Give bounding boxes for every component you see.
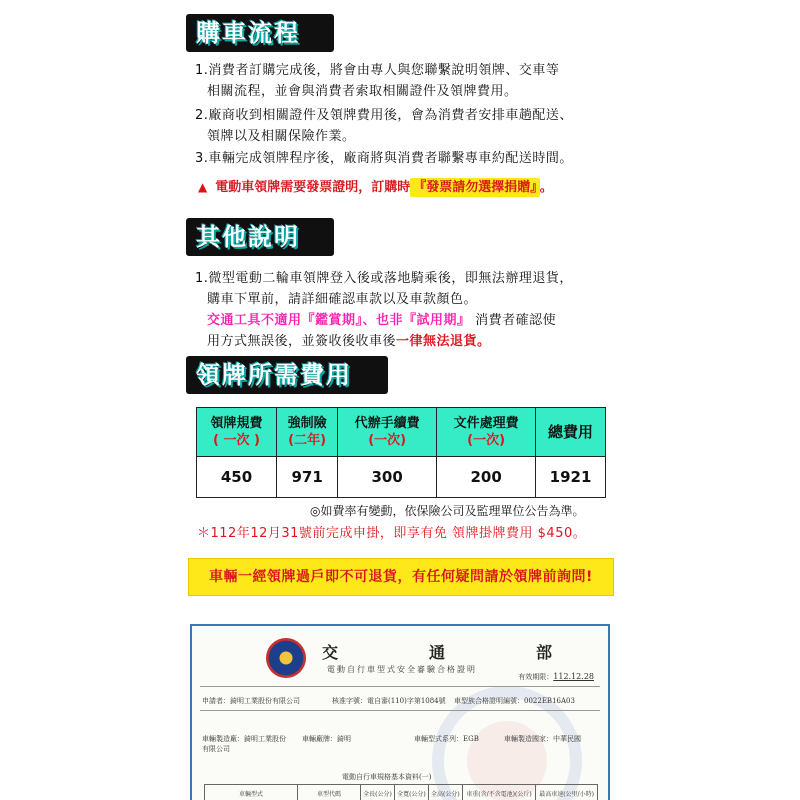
certificate-title-char: 部 (535, 643, 552, 662)
fee-header-cell (277, 408, 338, 457)
fee-change-note: ◎如費率有變動，依保險公司及監理單位公告為準。 (310, 504, 585, 518)
certificate-expiry-date: 112.12.28 (553, 672, 594, 681)
certificate-applicant: 申請者：錡明工業股份有限公司 (202, 697, 300, 705)
table-row (205, 785, 598, 800)
purchase-step-2-line1: 2.廠商收到相關證件及領牌費用後，會為消費者安排車趟配送、 (195, 108, 573, 123)
other-notes-line4 (195, 331, 615, 352)
fee-header-name: 代辦手續費 (354, 416, 420, 431)
purchase-step-3-line1: 3.車輛完成領牌程序後，廠商將與消費者聯繫專車約配送時間。 (195, 151, 573, 166)
fee-header-name: 領牌規費 (210, 416, 263, 431)
fee-header-cell (437, 408, 536, 457)
purchase-step-3 (195, 148, 615, 169)
fee-header-sub: ( 一次 ) (213, 433, 260, 448)
purchase-process-title: 購車流程 (186, 14, 334, 52)
invoice-warning (198, 176, 553, 195)
fee-header-cell (338, 408, 437, 457)
no-return-alert: 車輛一經領牌過戶即不可退貨，有任何疑問請於領牌前詢問! (188, 558, 614, 596)
certificate-title-char: 通 (428, 643, 445, 662)
purchase-step-2 (195, 105, 615, 147)
ministry-seal-icon (266, 638, 306, 678)
warning-text: 電動車領牌需要發票證明，訂購時 (215, 180, 411, 195)
other-notes-line3-rest: 消費者確認使 (470, 313, 557, 328)
fee-header-sub: (二年) (288, 433, 327, 448)
license-fee-title: 領牌所需費用 (186, 356, 388, 394)
certificate-subtitle: 電動自行車型式安全審驗合格證明 (327, 665, 477, 674)
certificate-approval-no: 核准字號：電自審(110)字第1084號 (332, 697, 446, 705)
purchase-step-1-line1: 1.消費者訂購完成後，將會由專人與您聯繫說明領牌、交車等 (195, 63, 560, 78)
certificate-title-char: 交 (322, 643, 339, 662)
purchase-step-1 (195, 60, 615, 102)
fee-header-name: 總費用 (548, 422, 594, 441)
specs-header-cell: 車重(含/不含電池)(公斤) (462, 785, 535, 800)
safety-certificate-image (190, 624, 610, 800)
fee-header-sub: (一次) (467, 433, 506, 448)
fee-value-cell: 300 (338, 457, 437, 498)
certificate-title (322, 640, 552, 663)
other-notes-body (195, 268, 615, 352)
other-notes-line1: 1.微型電動二輪車領牌登入後或落地騎乘後，即無法辦理退貨， (195, 271, 573, 286)
purchase-step-1-line2: 相關流程，並會與消費者索取相關證件及領牌費用。 (207, 84, 518, 99)
certificate-brand: 車輛廠牌：錡明 (302, 735, 351, 743)
warning-end: 。 (539, 180, 553, 195)
fee-table (196, 407, 606, 498)
specs-header-cell: 車輛型式 (205, 785, 298, 800)
fee-header-cell (197, 408, 277, 457)
fee-header-name: 強制險 (287, 416, 327, 431)
fee-table-header-row (197, 408, 606, 457)
specs-header-cell: 全高(公分) (428, 785, 462, 800)
fee-header-sub: (一次) (368, 433, 407, 448)
no-return-text: 一律無法退貨。 (396, 334, 491, 349)
promo-note: ＊112年12月31號前完成申掛，即享有免 領牌掛牌費用 $450。 (197, 526, 587, 541)
warning-triangle-icon: ▲ (198, 180, 208, 194)
fee-table-row (197, 457, 606, 498)
certificate-specs-title: 電動自行車規格基本資料(一) (342, 773, 432, 781)
certificate-divider (200, 710, 600, 711)
certificate-country: 車輛製造國家：中華民國 (504, 735, 581, 743)
other-notes-title: 其他說明 (186, 218, 334, 256)
other-notes-line3 (195, 310, 615, 331)
certificate-expiry (518, 672, 594, 682)
specs-header-cell: 車型代碼 (298, 785, 361, 800)
fee-value-cell: 450 (197, 457, 277, 498)
purchase-step-2-line2: 領牌以及相關保險作業。 (207, 129, 356, 144)
certificate-expiry-label: 有效期限： (518, 673, 554, 681)
certificate-divider (200, 686, 600, 687)
certificate-specs-table (204, 784, 598, 800)
fee-header-cell (536, 408, 606, 457)
certificate-maker: 車輛製造廠：錡明工業股份有限公司 (202, 735, 286, 753)
no-trial-period-text: 交通工具不適用『鑑賞期』、也非『試用期』 (207, 313, 471, 328)
fee-value-cell: 200 (437, 457, 536, 498)
warning-highlight: 『發票請勿選擇捐贈』 (410, 178, 540, 197)
fee-value-cell: 1921 (536, 457, 606, 498)
fee-header-name: 文件處理費 (453, 416, 519, 431)
specs-header-cell: 全長(公分) (361, 785, 395, 800)
fee-value-cell: 971 (277, 457, 338, 498)
certificate-model: 車輛型式系列：EGB (414, 735, 479, 743)
specs-header-cell: 全寬(公分) (394, 785, 428, 800)
other-notes-line2: 購車下單前，請詳細確認車款以及車款顏色。 (207, 292, 478, 307)
certificate-number: 車型族合格證明編號：0022EB16A03 (454, 697, 575, 705)
specs-header-cell: 最高車速(公里/小時) (536, 785, 598, 800)
other-notes-line4-start: 用方式無誤後，並簽收後收車後 (207, 334, 397, 349)
